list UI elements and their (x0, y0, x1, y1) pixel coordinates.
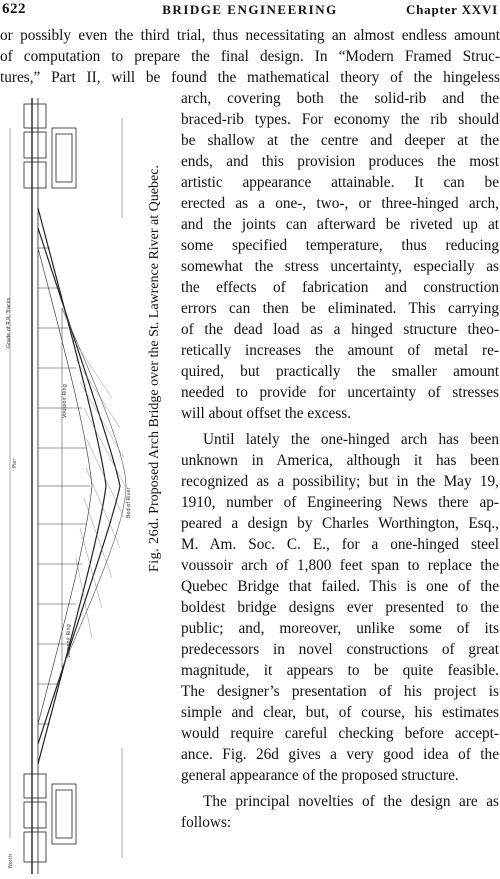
column-line-35: follows: (181, 814, 232, 831)
column-line-16: will about offset the excess. (181, 405, 352, 422)
body-line-3: tures,” Part II, will be found the mathematical theory of the hingeless (0, 69, 500, 86)
column-line-30: simple and clear, but, of course, his estimates (181, 704, 499, 721)
column-line-6: erected as a one-, two-, or three-hinged arch, (181, 195, 499, 212)
column-line-28: magnitude, it appears to be quite feasible. (181, 662, 499, 679)
column-line-11: errors can then be eliminated. This carrying (181, 300, 499, 317)
column-line-34: The principal novelties of the design are as (203, 793, 499, 810)
column-line-23: voussoir arch of 1,800 feet span to replace the (181, 557, 499, 574)
column-line-20: 1910, number of Engineering News there ap- (181, 494, 499, 511)
column-line-4: ends, and this provision produces the most (181, 153, 499, 170)
figure-caption-number: Fig. 26d. (147, 517, 162, 572)
column-line-8: some specified temperature, thus reducing (181, 237, 499, 254)
voussoir-ring-label-top: Voussoir Ring (62, 384, 68, 418)
column-line-3: be shallow at the centre and deeper at the (181, 132, 499, 149)
north-label: North (8, 854, 14, 868)
voussoir-ring-label-bottom: Voussoir Ring (66, 624, 72, 658)
column-line-13: retically increases the amount of metal re- (181, 342, 499, 359)
column-line-1: arch, covering both the solid-rib and the (181, 90, 499, 107)
column-line-29: The designer’s presentation of his project is (181, 683, 499, 700)
grade-label: Grade of R.R. Tracks (6, 297, 12, 348)
column-line-17: Until lately the one-hinged arch has been (203, 431, 499, 448)
body-line-1: or possibly even the third trial, thus necessitating an almost endless amount (0, 27, 500, 44)
column-line-9: somewhat the stress uncertainty, especially as (181, 258, 499, 275)
column-line-21: peared a design by Charles Worthington, Esq., (181, 515, 499, 532)
running-header (2, 0, 498, 22)
pier-label: Pier (12, 458, 18, 468)
column-line-2: braced-rib types. For economy the rib should (181, 111, 499, 128)
column-line-32: ance. Fig. 26d gives a very good idea of the (181, 746, 499, 763)
column-line-19: recognized as a possibility; but in the May 19, (181, 473, 499, 490)
column-line-26: public; and, moreover, unlike some of its (181, 620, 499, 637)
column-line-22: M. Am. Soc. C. E., for a one-hinged steel (181, 536, 499, 553)
column-line-10: the effects of fabrication and construction (181, 279, 499, 296)
figure-caption (146, 165, 164, 572)
chapter-label: Chapter XXVI (405, 2, 498, 17)
river-bed-label: Bed of River (126, 487, 132, 518)
column-line-7: and the joints can afterward be riveted up at (181, 216, 499, 233)
running-title: BRIDGE ENGINEERING (162, 2, 338, 17)
bridge-drawing (2, 98, 142, 874)
column-line-33: general appearance of the proposed structure. (181, 767, 459, 784)
column-line-24: Quebec Bridge that failed. This is one of the (181, 578, 499, 595)
column-line-12: of the dead load as a hinged structure theo- (181, 321, 499, 338)
column-line-14: quired, but practically the smaller amount (181, 363, 499, 380)
column-line-15: needed to provide for uncertainty of stresses (181, 384, 499, 401)
column-line-18: unknown in America, although it has been (181, 452, 499, 469)
column-line-27: predecessors in novel constructions of great (181, 641, 499, 658)
bridge-elevation-figure (2, 98, 142, 874)
page-number: 622 (2, 1, 26, 17)
body-line-2: of computation to prepare the final design. In “Modern Framed Struc- (0, 48, 500, 65)
column-line-31: would require careful checking before accept- (181, 725, 499, 742)
column-line-25: boldest bridge designs ever presented to the (181, 599, 499, 616)
figure-caption-text: Proposed Arch Bridge over the St. Lawrence River at Quebec. (147, 165, 162, 514)
column-line-5: artistic appearance attainable. It can be (181, 174, 499, 191)
